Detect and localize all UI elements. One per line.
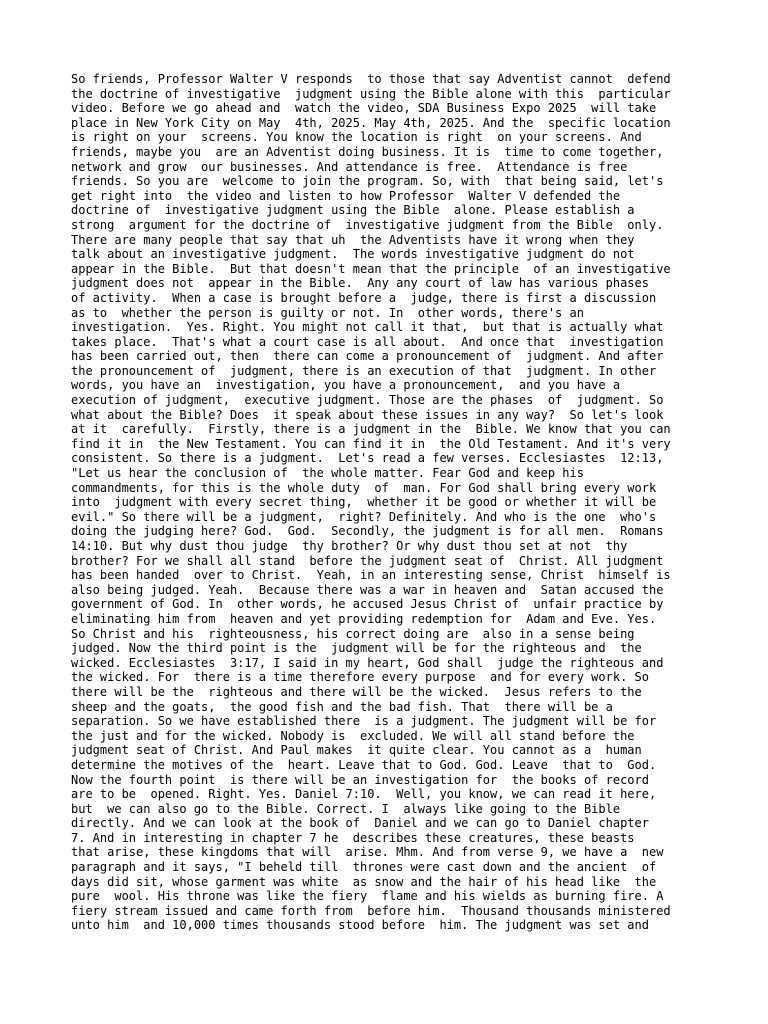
text-line: 14:10. But why dust thou judge thy brother? Or why dust thou set at not thy: [71, 539, 628, 553]
transcript-text: [71, 72, 671, 933]
text-line: separation. So we have established there is a judgment. The judgment will be for: [71, 714, 657, 729]
text-line: paragraph and it says, "I beheld till thrones were cast down and the ancient of: [71, 860, 657, 875]
text-line: at it carefully. Firstly, there is a judgment in the Bible. We know that you can: [71, 422, 671, 437]
text-line: the just and for the wicked. Nobody is excluded. We will all stand before the: [71, 728, 635, 743]
text-line: So friends, Professor Walter V responds to those that say Adventist cannot defend: [71, 72, 671, 86]
text-line: doing the judging here? God. God. Secondly, the judgment is for all men. Romans: [71, 524, 664, 539]
text-line: fiery stream issued and came forth from before him. Thousand thousands ministered: [71, 903, 671, 918]
text-line: video. Before we go ahead and watch the video, SDA Business Expo 2025 will take: [71, 101, 657, 116]
text-line: as to whether the person is guilty or not. In other words, there's an: [71, 305, 584, 320]
text-line: There are many people that say that uh the Adventists have it wrong when they: [71, 232, 635, 247]
text-line: friends, maybe you are an Adventist doing business. It is time to come together,: [71, 144, 664, 159]
text-line: judgment seat of Christ. And Paul makes it quite clear. You cannot as a human: [71, 743, 642, 758]
text-line: place in New York City on May 4th, 2025. May 4th, 2025. And the specific location: [71, 115, 671, 130]
text-line: government of God. In other words, he accused Jesus Christ of unfair practice by: [71, 597, 664, 612]
text-line: is right on your screens. You know the location is right on your screens. And: [71, 130, 642, 145]
text-line: the wicked. For there is a time therefore every purpose and for every work. So: [71, 670, 649, 685]
text-line: the doctrine of investigative judgment using the Bible alone with this particular: [71, 86, 671, 101]
text-line: words, you have an investigation, you have a pronouncement, and you have a: [71, 378, 621, 393]
text-line: unto him and 10,000 times thousands stood before him. The judgment was set and: [71, 918, 649, 933]
text-line: strong argument for the doctrine of investigative judgment from the Bible only.: [71, 217, 664, 232]
text-line: eliminating him from heaven and yet providing redemption for Adam and Eve. Yes.: [71, 611, 657, 626]
text-line: get right into the video and listen to how Professor Walter V defended the: [71, 188, 621, 203]
text-line: 7. And in interesting in chapter 7 he describes these creatures, these beasts: [71, 830, 635, 845]
text-line: Now the fourth point is there will be an investigation for the books of record: [71, 772, 649, 787]
text-line: wicked. Ecclesiastes 3:17, I said in my heart, God shall judge the righteous and: [71, 655, 664, 670]
text-line: appear in the Bible. But that doesn't mean that the principle of an investigative: [71, 261, 671, 276]
text-line: consistent. So there is a judgment. Let's read a few verses. Ecclesiastes 12:13,: [71, 451, 664, 466]
text-line: commandments, for this is the whole duty of man. For God shall bring every work: [71, 480, 657, 495]
text-line: talk about an investigative judgment. The words investigative judgment do not: [71, 247, 635, 262]
text-line: days did sit, whose garment was white as snow and the hair of his head like the: [71, 874, 657, 889]
text-line: execution of judgment, executive judgment. Those are the phases of judgment. So: [71, 393, 664, 408]
text-line: find it in the New Testament. You can find it in the Old Testament. And it's very: [71, 436, 671, 451]
text-line: sheep and the goats, the good fish and the bad fish. That there will be a: [71, 699, 613, 714]
text-line: judged. Now the third point is the judgment will be for the righteous and the: [71, 641, 642, 656]
text-line: the pronouncement of judgment, there is an execution of that judgment. In other: [71, 363, 657, 378]
text-line: doctrine of investigative judgment using the Bible alone. Please establish a: [71, 203, 635, 218]
text-line: of activity. When a case is brought before a judge, there is first a discussion: [71, 290, 657, 305]
text-line: So Christ and his righteousness, his correct doing are also in a sense being: [71, 626, 635, 641]
text-line: there will be the righteous and there will be the wicked. Jesus refers to the: [71, 684, 642, 699]
text-line: brother? For we shall all stand before the judgment seat of Christ. All judgment: [71, 553, 664, 568]
text-line: pure wool. His throne was like the fiery flame and his wields as burning fire. A: [71, 889, 664, 904]
text-line: but we can also go to the Bible. Correct. I always like going to the Bible: [71, 801, 621, 816]
text-line: evil." So there will be a judgment, right? Definitely. And who is the one who's: [71, 509, 657, 524]
text-line: are to be opened. Right. Yes. Daniel 7:10. Well, you know, we can read it here,: [71, 787, 657, 802]
text-line: determine the motives of the heart. Leave that to God. God. Leave that to God.: [71, 757, 657, 772]
text-line: that arise, these kingdoms that will arise. Mhm. And from verse 9, we have a new: [71, 845, 664, 860]
text-line: also being judged. Yeah. Because there was a war in heaven and Satan accused the: [71, 582, 664, 597]
text-line: "Let us hear the conclusion of the whole matter. Fear God and keep his: [71, 466, 584, 481]
text-line: what about the Bible? Does it speak about these issues in any way? So let's look: [71, 407, 664, 422]
text-line: investigation. Yes. Right. You might not call it that, but that is actually what: [71, 320, 664, 335]
text-line: has been handed over to Christ. Yeah, in an interesting sense, Christ himself is: [71, 568, 671, 583]
text-line: friends. So you are welcome to join the program. So, with that being said, let's: [71, 174, 664, 189]
text-line: takes place. That's what a court case is all about. And once that investigation: [71, 334, 664, 349]
text-line: judgment does not appear in the Bible. Any any court of law has various phases: [71, 276, 649, 291]
text-line: network and grow our businesses. And attendance is free. Attendance is free: [71, 159, 628, 174]
text-line: directly. And we can look at the book of Daniel and we can go to Daniel chapter: [71, 816, 649, 831]
text-line: into judgment with every secret thing, whether it be good or whether it will be: [71, 495, 657, 510]
text-line: has been carried out, then there can come a pronouncement of judgment. And after: [71, 349, 664, 364]
